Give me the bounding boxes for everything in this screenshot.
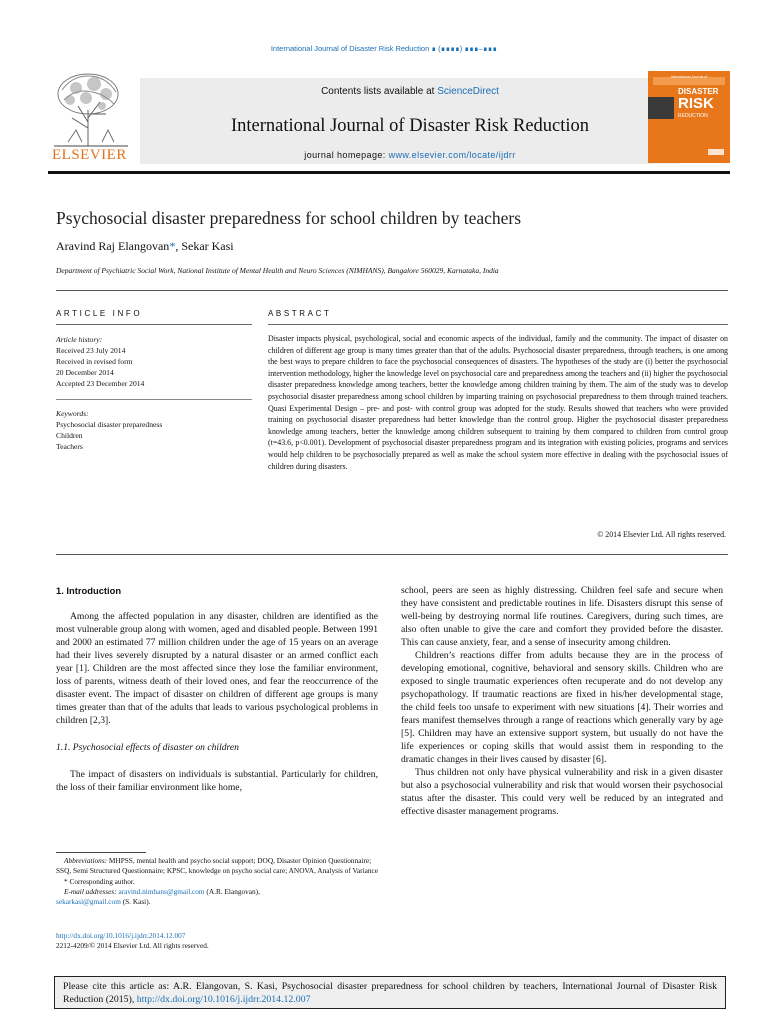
elsevier-tree-icon (48, 70, 134, 148)
paragraph: The impact of disasters on individuals is substantial. Particularly for children, the loss of their familiar environment like home, (56, 769, 378, 793)
author-separator: , (175, 239, 182, 253)
email-owner-2: (S. Kasi). (120, 897, 151, 907)
paragraph: school, peers are seen as highly distressing. Children feel safe and secure when they have consistent and predictable routines in life. Disasters disrupt this sense of well-being by destroying normal life routines. Caregivers, during such times, are also often unable to give the care and comfort they provided before the disaster. This can cause anxiety, fear, and a sense of insecurity among children. (401, 585, 723, 648)
cover-logo-mark (708, 149, 724, 155)
keyword-item: Psychosocial disaster preparedness (56, 420, 163, 429)
footnote-rule (56, 852, 146, 853)
email-note-2 (56, 897, 382, 907)
contents-line (140, 86, 680, 97)
issn-line: 2212-4209/© 2014 Elsevier Ltd. All rights reserved. (56, 941, 209, 951)
abbreviations-label: Abbreviations: (64, 856, 108, 865)
homepage-label: journal homepage: (304, 150, 389, 160)
article-title: Psychosocial disaster preparedness for school children by teachers (56, 208, 522, 228)
article-info-rule (56, 324, 252, 325)
abbreviations-note (56, 856, 382, 877)
cover-line-1: International Journal of (670, 75, 708, 79)
abstract-heading: ABSTRACT (268, 309, 332, 318)
paragraph: Thus children not only have physical vulnerability and risk in a given disaster but also a psychosocial vulnerability and risk that would worsen their psychosocial status after the disaster. This could very well be reduced by an integrated and effective disaster management programs. (401, 767, 723, 817)
email-label: E-mail addresses: (64, 886, 117, 896)
journal-title-panel (140, 78, 680, 164)
author-list (56, 239, 234, 254)
accepted-date: Accepted 23 December 2014 (56, 379, 145, 388)
elsevier-wordmark: ELSEVIER (52, 147, 127, 163)
abbreviations-text: MHPSS, mental health and psycho social support; DOQ, Disaster Opinion Questionnaire; SSQ, Semi Structured Questionnaire; KPSC, knowledge on psycho social care; ANOVA, Analysis of Variance (56, 856, 378, 876)
title-divider (56, 290, 728, 291)
paragraph: Children’s reactions differ from adults because they are in the process of developing emotional, cognitive, behavioral and sensory skills. Children who are exposed to single traumatic experiences often recuperate and do not develop any psychopathology. If traumatic reactions are fixed in his/her developmental stage, the child feels too unsafe to experiment with new situations [4]. Their worries and fears manifest themselves through a range of reactions which generally vary by age [5]. Children may have an extensive support system, but usually do not have the life experiences or coping skills that would assist them in responding to the dramatic changes in their lives caused by disaster [6]. (401, 650, 723, 765)
revised-label: Received in revised form (56, 357, 133, 366)
email-link-2[interactable]: sekarkasi@gmail.com (56, 897, 121, 907)
affiliation: Department of Psychiatric Social Work, National Institute of Mental Health and Neuro Sciences (NIMHANS), Bangalore 560029, Karnataka, India (56, 266, 499, 275)
keywords (56, 408, 162, 452)
section-heading-introduction: 1. Introduction (56, 585, 122, 596)
body-column-left (56, 584, 378, 794)
abstract-divider (56, 554, 728, 555)
cover-line-2: DISASTER (678, 87, 719, 96)
corresponding-author-mark[interactable]: * (169, 239, 176, 253)
masthead-rule (48, 171, 730, 174)
article-info-heading: ARTICLE INFO (56, 309, 143, 318)
keywords-rule (56, 399, 252, 400)
footnotes (56, 856, 382, 907)
homepage-link[interactable]: www.elsevier.com/locate/ijdrr (388, 150, 516, 160)
contents-prefix: Contents lists available at (321, 86, 438, 97)
email-owner-1: (A.R. Elangovan), (204, 886, 260, 896)
doi-block (56, 931, 209, 952)
abstract-rule (268, 324, 728, 325)
paragraph: Among the affected population in any disaster, children are identified as the most vulnerable group along with women, aged and disabled people. Between 1991 and 2000 an estimated 77 million children under the age of 15 years on an average had their lives severely disrupted by a natural disaster or an armed conflict each year [1]. Children are the most affected since they lose the familiar environment, loss of parents, witness death of their loved ones, and fear the reoccurrence of the disaster event. The impact of disaster on children of different age groups is many times greater than that of the adults that leads to various psychological problems in children [2,3]. (56, 611, 378, 726)
history-label: Article history: (56, 335, 103, 344)
abstract-text: Disaster impacts physical, psychological, social and economic aspects of the individual, family and the community. The impact of disaster on children of different age group is many times greater than that of the adults. Psychosocial disaster preparedness, through teachers, is one among the best ways to prepare children to face the psychosocial consequences of disasters. The hypotheses of the study are (i) better the psychosocial intervention methodology, higher the knowledge level on psychosocial care and preparedness among the teachers and (ii) higher the psychosocial disaster preparedness knowledge among teachers, better the knowledge among children training by them. The aim of the study was to develop psychosocial disaster preparedness among school children by imparting training on psychosocial preparedness to them through trained teachers. Quasi Experimental Design – pre- and post- with control group was adopted for the study. Results showed that teachers who were provided training on psychosocial disaster preparedness had better knowledge than the control group. Higher the psychosocial disaster preparedness knowledge among teachers, better the knowledge among children subsequent to training by them compared to children from control group (t=43.6, p<0.001). Development of psychosocial disaster preparedness program and its integration with existing policies, programs and services would help children to be psychosocially prepared as well as make the school system more effective in dealing with the psychosocial issues of children during disasters. (268, 334, 728, 471)
keyword-item: Children (56, 431, 83, 440)
cover-line-4: REDUCTION (678, 113, 708, 119)
journal-title: International Journal of Disaster Risk Reduction (230, 116, 590, 136)
running-journal-reference[interactable]: International Journal of Disaster Risk Reduction ∎ (∎∎∎∎) ∎∎∎–∎∎∎ (270, 44, 498, 53)
article-history (56, 334, 144, 389)
author-2[interactable]: Sekar Kasi (181, 239, 234, 253)
journal-homepage (140, 150, 680, 160)
keywords-label: Keywords: (56, 409, 89, 418)
citation-box (54, 976, 726, 1009)
journal-masthead (48, 70, 730, 166)
journal-cover-thumbnail[interactable] (648, 71, 730, 163)
received-date: Received 23 July 2014 (56, 346, 126, 355)
abstract-copyright: © 2014 Elsevier Ltd. All rights reserved. (597, 530, 726, 539)
corresponding-author-note: * Corresponding author. (64, 876, 135, 886)
cover-photo-block (648, 97, 674, 119)
email-note (56, 887, 382, 897)
email-link-1[interactable]: aravind.nimhans@gmail.com (118, 886, 205, 896)
body-column-right (401, 584, 723, 818)
citation-text: Please cite this article as: A.R. Elangovan, S. Kasi, Psychosocial disaster preparedness for school children by teachers, International Journal of Disaster Risk Reduction (2015), (63, 981, 717, 1005)
author-1[interactable]: Aravind Raj Elangovan (56, 239, 170, 253)
revised-date: 20 December 2014 (56, 368, 114, 377)
citation-doi-link[interactable]: http://dx.doi.org/10.1016/j.ijdrr.2014.12.007 (136, 994, 311, 1005)
sciencedirect-link[interactable]: ScienceDirect (437, 86, 499, 97)
subsection-heading: 1.1. Psychosocial effects of disaster on children (56, 742, 239, 753)
keyword-item: Teachers (56, 442, 83, 451)
cover-line-3: RISK (678, 95, 714, 112)
elsevier-logo[interactable] (48, 70, 134, 166)
doi-link[interactable]: http://dx.doi.org/10.1016/j.ijdrr.2014.12.007 (56, 931, 186, 940)
